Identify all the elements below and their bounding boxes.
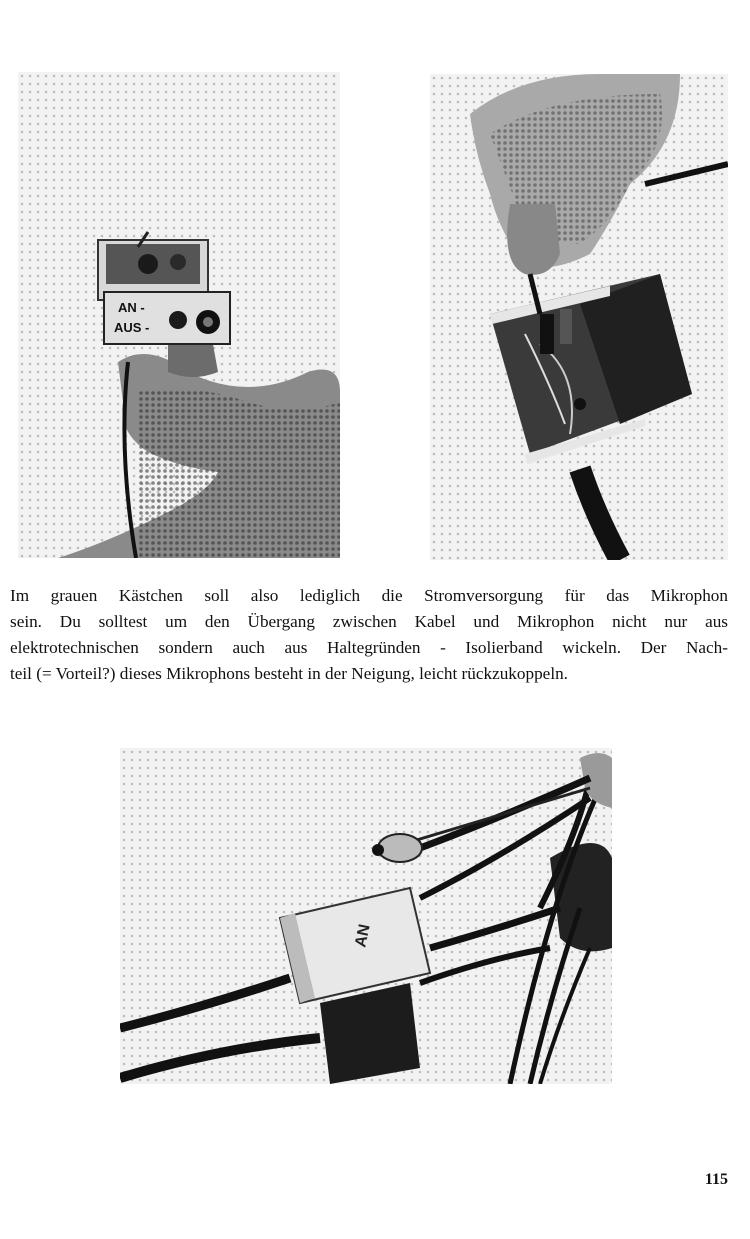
page-number: 115 [704,1171,728,1188]
photo-box-with-cables [120,748,612,1084]
switch-label-on: AN - [118,300,145,315]
photo-microphone-assembly [430,74,728,560]
body-paragraph [10,583,728,687]
paragraph-line: sein. Du solltest um den Übergang zwischen Kabel und Mikrophon nicht nur aus [10,612,728,631]
box-marking: AN [352,922,374,949]
paragraph-line: Im grauen Kästchen soll also lediglich die Stromversorgung für das Mikrophon [10,586,728,605]
paragraph-line: elektrotechnischen sondern auch aus Haltegründen - Isolierband wickeln. Der Nach- [10,638,728,657]
switch-label-off: AUS - [114,320,150,335]
paragraph-line: teil (= Vorteil?) dieses Mikrophons besteht in der Neigung, leicht rückzukoppeln. [10,664,568,683]
photo-power-box [18,72,340,558]
